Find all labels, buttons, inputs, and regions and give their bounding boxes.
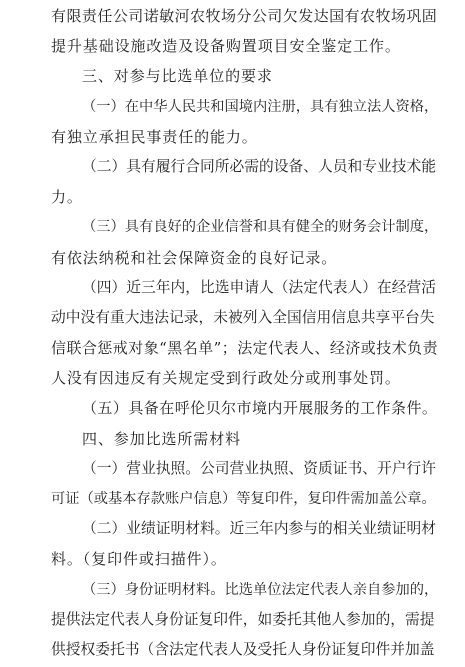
text-line: 可证（或基本存款账户信息）等复印件，复印件需加盖公章。 [51, 491, 436, 507]
text-line: 料。（复印件或扫描件）。 [51, 550, 227, 568]
text-line: 信联合惩戒对象“黑名单”；法定代表人、经济或技术负责 [51, 339, 439, 357]
text-line: （三）具有良好的企业信誉和具有健全的财务会计制度， [82, 219, 439, 235]
text-line: 供授权委托书（含法定代表人及受托人身份证复印件并加盖 [51, 641, 435, 658]
text-line: 力。 [51, 188, 83, 206]
text-line: 动中没有重大违法记录，未被列入全国信用信息共享平台失 [51, 309, 435, 326]
section-heading: 四、参加比选所需材料 [82, 430, 242, 448]
text-line: 有限责任公司诺敏河农牧场分公司欠发达国有农牧场巩固 [51, 7, 438, 25]
text-line: 提升基础设施改造及设备购置项目安全鉴定工作。 [51, 37, 401, 55]
text-line: （五）具备在呼伦贝尔市境内开展服务的工作条件。 [82, 399, 438, 417]
text-line: （三）身份证明材料。比选单位法定代表人亲自参加的， [82, 582, 439, 598]
section-heading: 三、对参与比选单位的要求 [82, 67, 273, 85]
text-line: 提供法定代表人身份证复印件，如委托其他人参加的，需提 [51, 611, 435, 628]
text-line: 人没有因违反有关规定受到行政处分或刑事处罚。 [51, 369, 401, 387]
text-line: （二）业绩证明材料。近三年内参与的相关业绩证明材 [82, 520, 436, 537]
text-line: 有依法纳税和社会保障资金的良好记录。 [51, 249, 338, 267]
text-line: （一）营业执照。公司营业执照、资质证书、开户行许 [82, 460, 436, 477]
text-line: 有独立承担民事责任的能力。 [51, 128, 258, 146]
text-line: （二）具有履行合同所必需的设备、人员和专业技术能 [82, 158, 436, 175]
text-line: （一）在中华人民共和国境内注册，具有独立法人资格， [82, 99, 439, 115]
text-line: （四）近三年内，比选申请人（法定代表人）在经营活 [82, 279, 436, 296]
